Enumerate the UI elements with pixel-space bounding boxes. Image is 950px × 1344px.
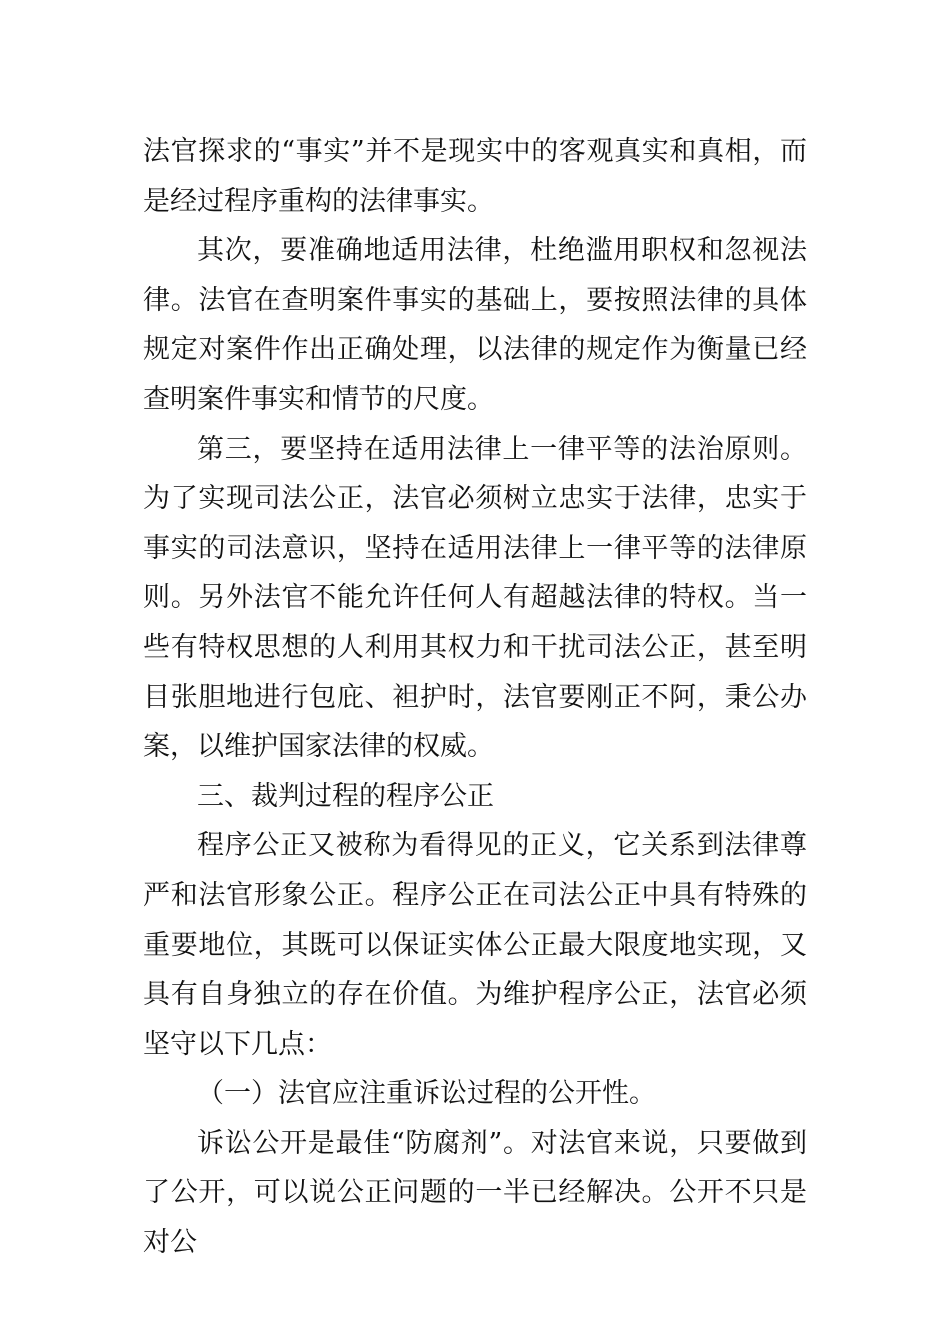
- subsection-heading: （一）法官应注重诉讼过程的公开性。: [197, 1078, 656, 1110]
- paragraph-procedural-justice: 程序公正又被称为看得见的正义，它关系到法律尊严和法官形象公正。程序公正在司法公正中具有特殊的重要地位，其既可以保证实体公正最大限度地实现，又具有自身独立的存在价值。为维护程序公正，法官必须坚守以下几点：: [143, 830, 807, 1060]
- section-heading: 三、裁判过程的程序公正: [197, 780, 494, 812]
- paragraph-third-point: 第三，要坚持在适用法律上一律平等的法治原则。为了实现司法公正，法官必须树立忠实于法律，忠实于事实的司法意识，坚持在适用法律上一律平等的法律原则。另外法官不能允许任何人有超越法律的特权。当一些有特权思想的人利用其权力和干扰司法公正，甚至明目张胆地进行包庇、袒护时，法官要刚正不阿，秉公办案，以维护国家法律的权威。: [143, 433, 807, 763]
- paragraph-continuation: 法官探求的“事实”并不是现实中的客观真实和真相，而是经过程序重构的法律事实。: [143, 136, 807, 217]
- paragraph-second-point: 其次，要准确地适用法律，杜绝滥用职权和忽视法律。法官在查明案件事实的基础上，要按照法律的具体规定对案件作出正确处理，以法律的规定作为衡量已经查明案件事实和情节的尺度。: [143, 235, 807, 415]
- body-text: [143, 127, 807, 1268]
- paragraph-openness: 诉讼公开是最佳“防腐剂”。对法官来说，只要做到了公开，可以说公正问题的一半已经解决。公开不只是对公: [143, 1127, 807, 1259]
